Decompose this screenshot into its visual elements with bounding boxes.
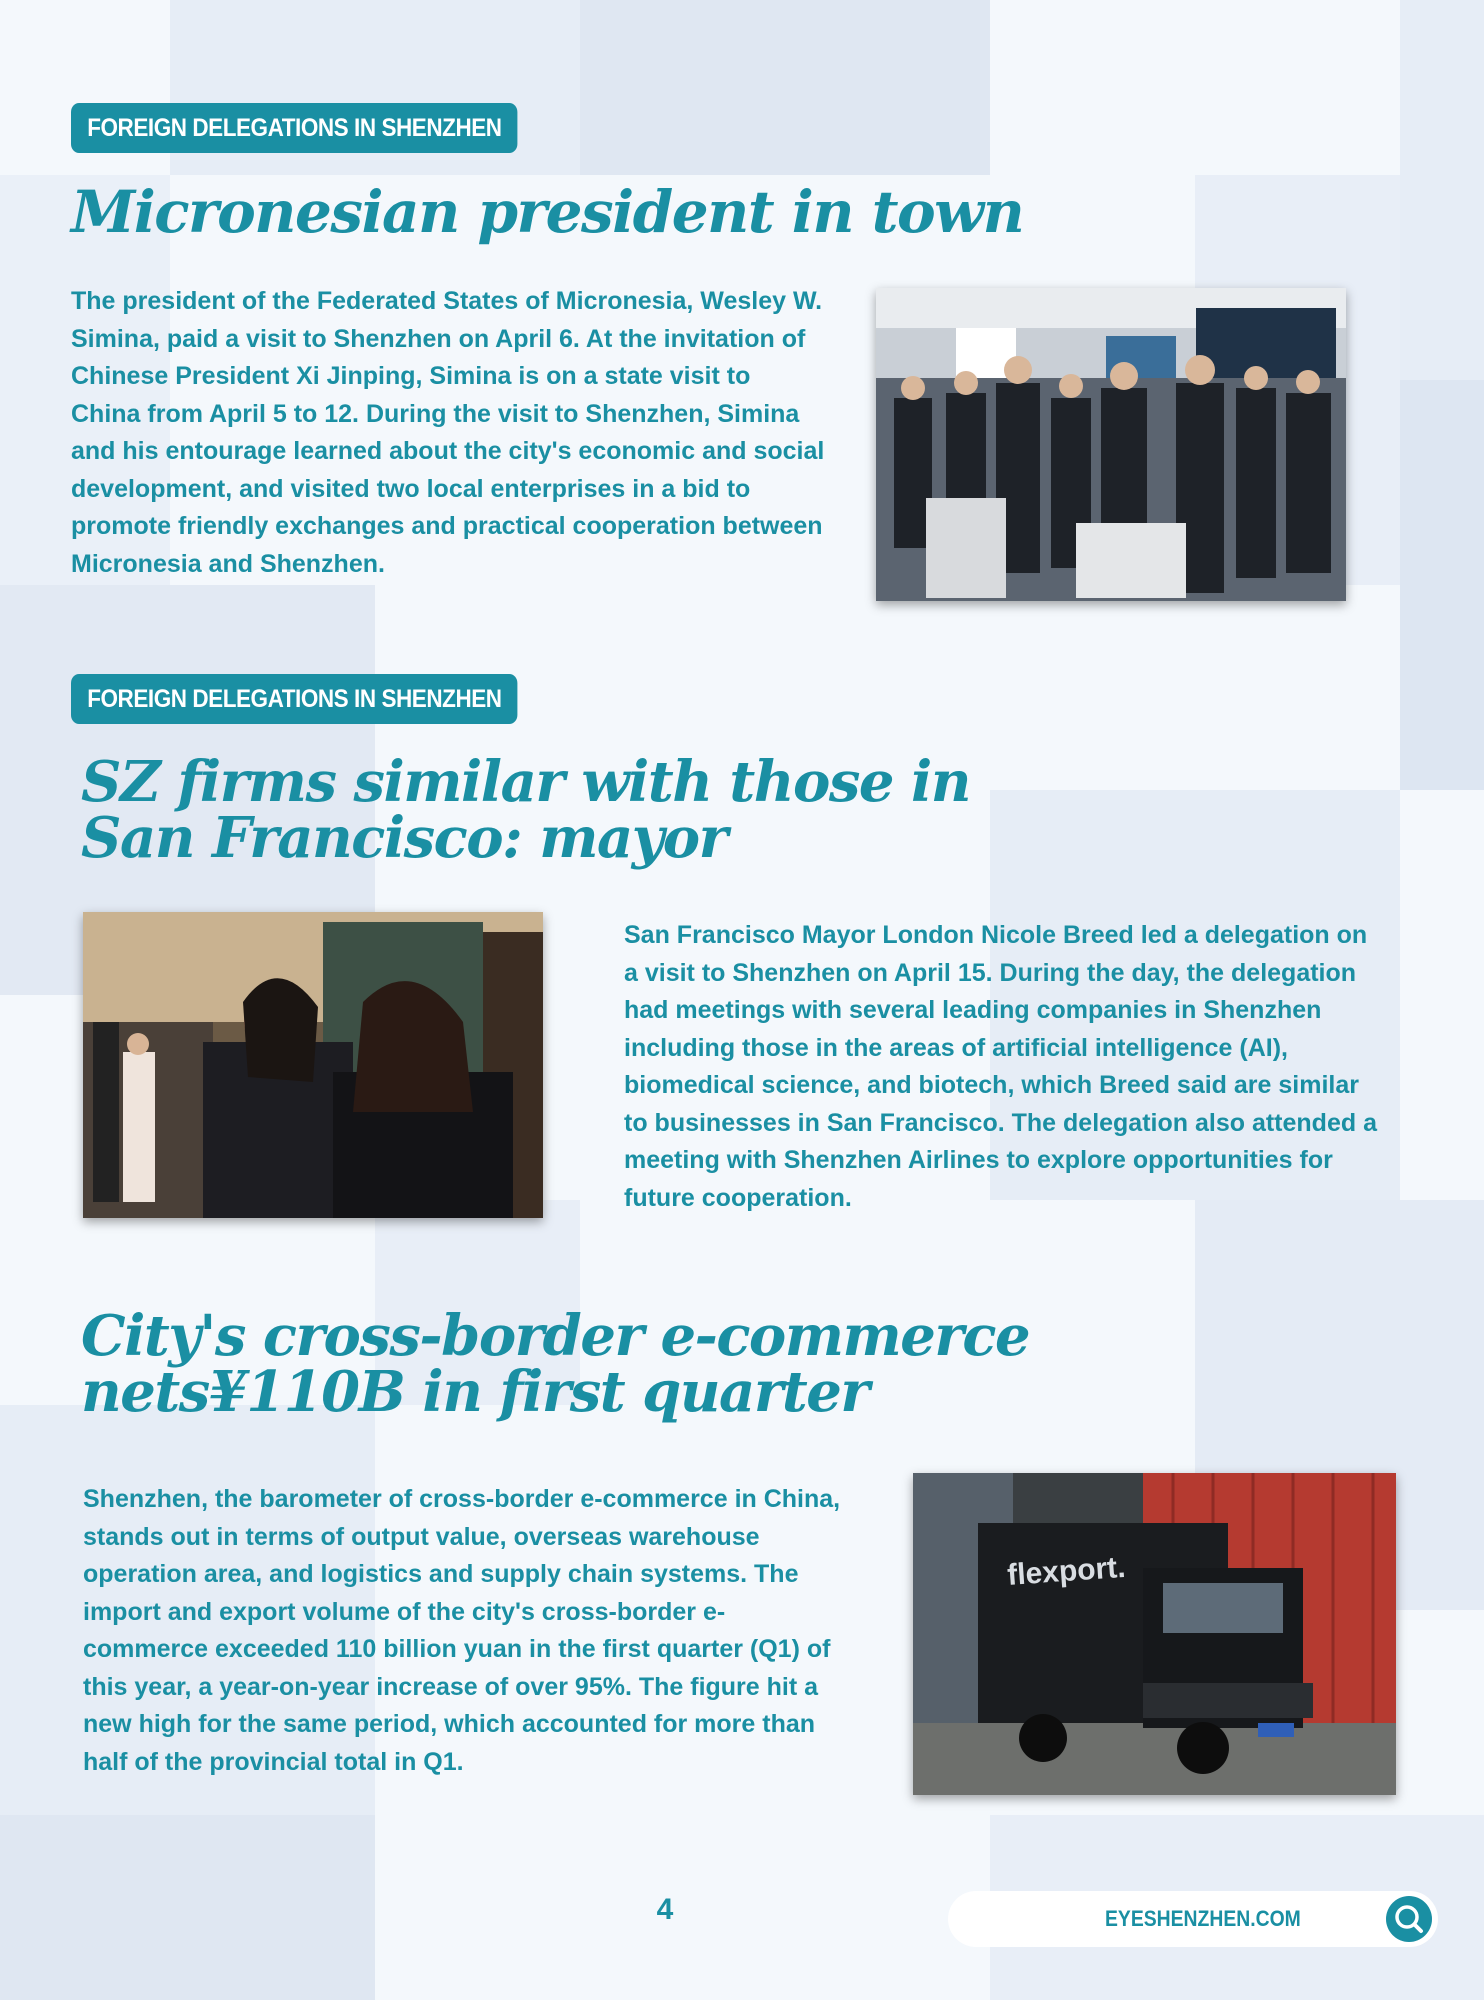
background-tile <box>580 0 990 175</box>
logistics-truck-photo <box>913 1473 1396 1795</box>
background-tile <box>1400 0 1484 380</box>
delegation-visit-photo <box>876 288 1346 601</box>
site-url[interactable]: EYESHENZHEN.COM <box>1105 1906 1301 1931</box>
article-body: Shenzhen, the barometer of cross-border e-commerce in China, stands out in terms of output value, overseas warehouse operation area, and logistics and supply chain systems. The import and export volume of the city's cross-border e-commerce exceeded 110 billion yuan in the first quarter (Q1) of this year, a year-on-year increase of over 95%. The figure hit a new high for the same period, which accounted for more than half of the provincial total in Q1. <box>83 1485 841 1776</box>
article-headline: City's cross-border e-commerce nets¥110B in first quarter <box>81 1303 1030 1425</box>
article-body: San Francisco Mayor London Nicole Breed led a delegation on a visit to Shenzhen on April 15. During the day, the delegation had meetings with several leading companies in Shenzhen including those in the areas of artificial intelligence (AI), biomedical science, and biotech, which Breed said are similar to businesses in San Francisco. The delegation also attended a meeting with Shenzhen Airlines to explore opportunities for future cooperation. <box>624 921 1377 1212</box>
section-tag: FOREIGN DELEGATIONS IN SHENZHEN <box>71 674 518 724</box>
mayor-meeting-photo <box>83 912 543 1218</box>
background-tile <box>1400 380 1484 790</box>
article-body: The president of the Federated States of Micronesia, Wesley W. Simina, paid a visit to Shenzhen on April 6. At the invitation of Chinese President Xi Jinping, Simina is on a state visit to China from April 5 to 12. During the visit to Shenzhen, Simina and his entourage learned about the city's economic and social development, and visited two local enterprises in a bid to promote friendly exchanges and practical cooperation between Micronesia and Shenzhen. <box>71 287 825 578</box>
article-headline: SZ firms similar with those in San Francisco: mayor <box>81 749 970 871</box>
section-tag: FOREIGN DELEGATIONS IN SHENZHEN <box>71 103 518 153</box>
page-number: 4 <box>656 1893 674 1926</box>
search-icon <box>1386 1896 1432 1942</box>
background-tile <box>0 1815 375 2000</box>
search-button[interactable] <box>1386 1896 1432 1942</box>
truck-brand-text: flexport. <box>1006 1550 1127 1592</box>
site-search-bar[interactable] <box>948 1891 1438 1947</box>
article-headline: Micronesian president in town <box>71 178 1024 246</box>
